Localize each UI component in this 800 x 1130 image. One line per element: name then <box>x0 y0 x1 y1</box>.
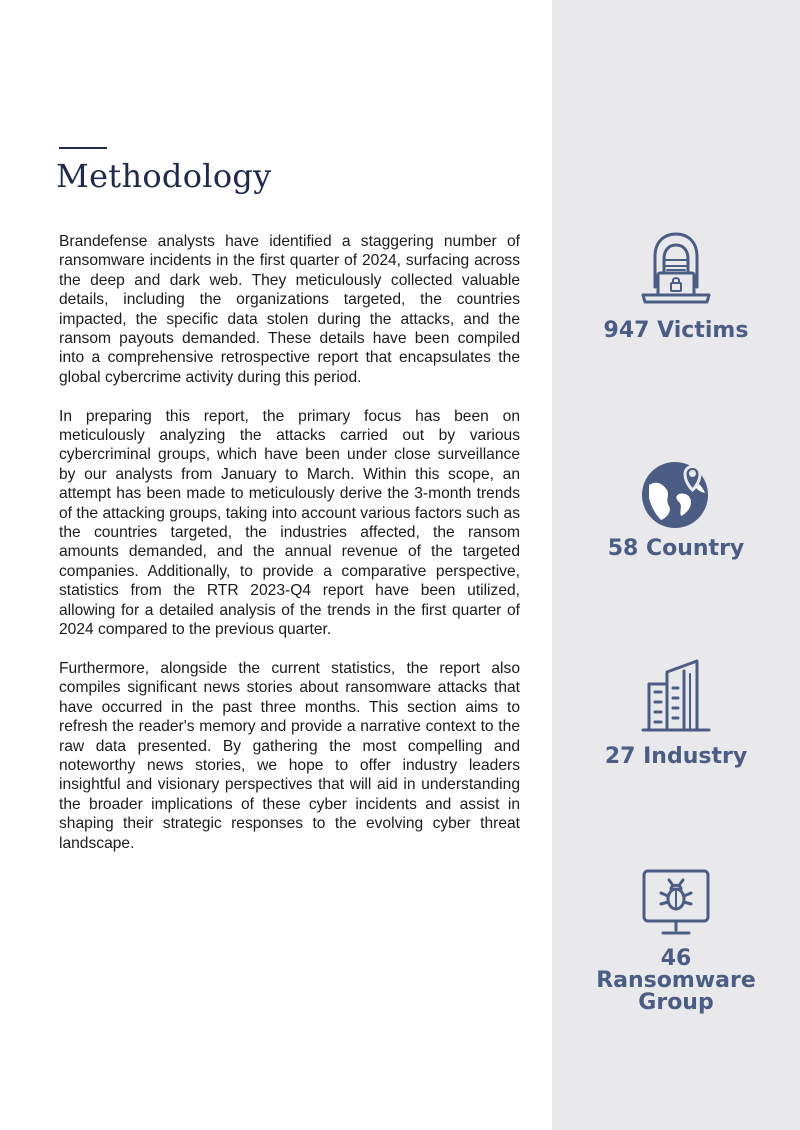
stat-ransomware-group-label: 46 Ransomware Group <box>596 946 756 1015</box>
paragraph-1: Brandefense analysts have identified a staggering number of ransomware incidents in the first quarter of 2024, surfacing across the deep and dark web. They meticulously collected valuable details, including the organizations targeted, the countries impacted, the specific data stolen during the attacks, and the ransom payouts demanded. These details have been compiled into a comprehensive retrospective report that encapsulates the global cybercrime activity during this period. <box>59 233 520 386</box>
paragraph-2: In preparing this report, the primary focus has been on meticulously analyzing the attacks carried out by various cybercriminal groups, which have been under close surveillance by our analysts from January to March. Within this scope, an attempt has been made to meticulously derive the 3-month trends of the attacking groups, taking into account various factors such as the countries targeted, the industries affected, the ransom amounts demanded, and the annual revenue of the targeted companies. Additionally, to provide a comparative perspective, statistics from the RTR 2023-Q4 report have been utilized, allowing for a detailed analysis of the trends in the first quarter of 2024 compared to the previous quarter. <box>59 407 520 639</box>
stat-victims <box>552 232 800 342</box>
hooded-hacker-laptop-icon <box>640 232 712 308</box>
page-title: Methodology <box>56 157 272 195</box>
stat-victims-label: 947 Victims <box>603 318 749 343</box>
methodology-body <box>59 232 520 872</box>
bug-monitor-icon <box>641 868 711 938</box>
title-accent-line <box>59 147 107 149</box>
stat-country-label: 58 Country <box>607 536 745 561</box>
office-building-icon <box>641 658 711 732</box>
paragraph-3: Furthermore, alongside the current statistics, the report also compiles significant news stories about ransomware attacks that have occurred in the past three months. This section aims to refresh the reader's memory and provide a narrative context to the raw data presented. By gathering the most compelling and noteworthy news stories, we hope to offer industry leaders insightful and visionary perspectives that will aid in understanding the broader implications of these cyber incidents and assist in shaping their strategic responses to the evolving cyber threat landscape. <box>59 659 520 852</box>
globe-location-pin-icon <box>639 440 713 530</box>
stat-industry <box>552 658 800 768</box>
stat-industry-label: 27 Industry <box>604 744 748 769</box>
stat-ransomware-group <box>552 868 800 1014</box>
stat-country <box>552 440 800 560</box>
